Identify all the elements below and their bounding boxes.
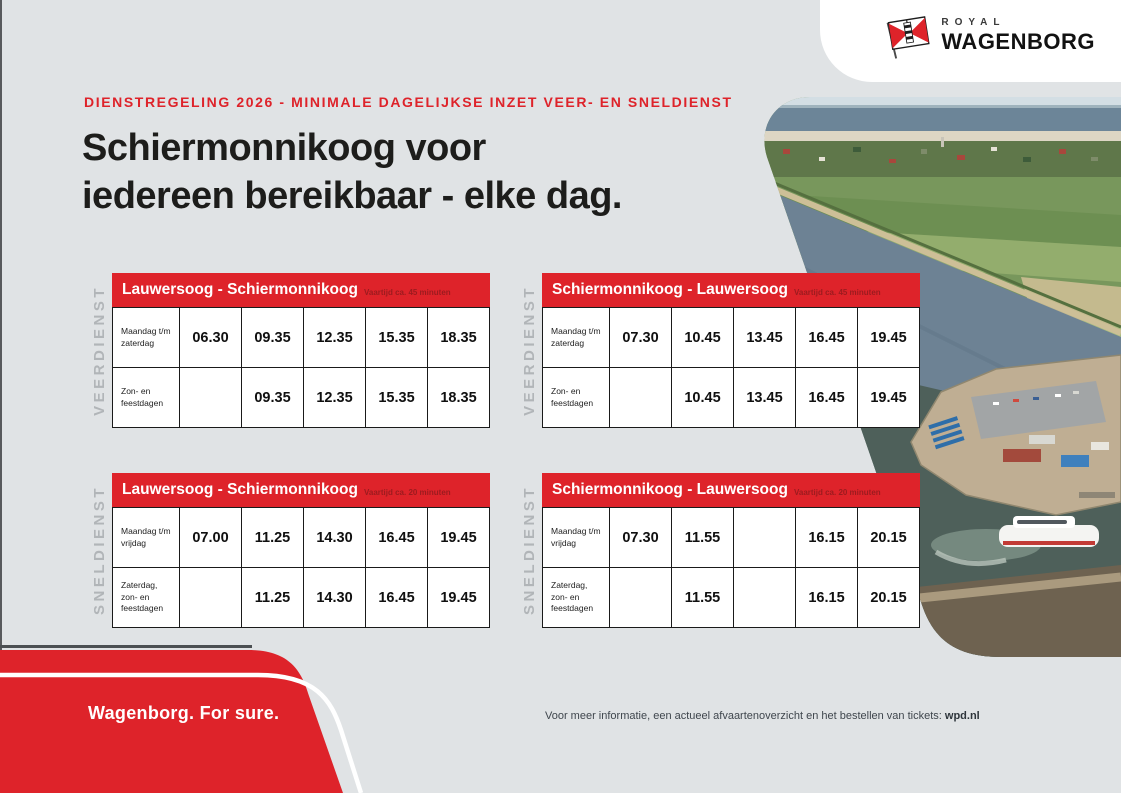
table-subtitle: Vaartijd ca. 45 minuten [793, 288, 881, 297]
time-cell: 19.45 [857, 308, 919, 367]
time-cell: 18.35 [427, 368, 489, 427]
time-cell: 10.45 [671, 308, 733, 367]
row-label: Zaterdag, zon- en feestdagen [121, 580, 164, 614]
time-cell: 19.45 [427, 568, 489, 627]
wagenborg-flag-icon [884, 11, 934, 59]
timetable-row [113, 308, 489, 367]
table-subtitle: Vaartijd ca. 45 minuten [363, 288, 451, 297]
time-cell [733, 568, 795, 627]
time-cell: 20.15 [857, 508, 919, 567]
time-cell [609, 568, 671, 627]
time-cell: 16.15 [795, 508, 857, 567]
time-cell: 13.45 [733, 368, 795, 427]
time-cell [733, 508, 795, 567]
timetable-veerdienst-schiermonnikoog-lauwersoog [516, 273, 920, 428]
table-header [542, 273, 920, 307]
timetable-row [543, 508, 919, 567]
time-cell: 06.30 [179, 308, 241, 367]
table-title: Schiermonnikoog - Lauwersoog [552, 481, 788, 498]
table-subtitle: Vaartijd ca. 20 minuten [793, 488, 881, 497]
time-cell: 15.35 [365, 308, 427, 367]
time-cell [179, 368, 241, 427]
time-cell: 14.30 [303, 508, 365, 567]
table-body [542, 507, 920, 628]
table-header [542, 473, 920, 507]
time-cell: 07.30 [609, 508, 671, 567]
time-cell: 20.15 [857, 568, 919, 627]
row-label: Maandag t/m zaterdag [551, 326, 601, 348]
time-cell: 16.45 [795, 368, 857, 427]
table-body [112, 507, 490, 628]
table-title: Schiermonnikoog - Lauwersoog [552, 281, 788, 298]
time-cell: 07.30 [609, 308, 671, 367]
footer-tagline: Wagenborg. For sure. [88, 703, 280, 723]
timetable-sneldienst-lauwersoog-schiermonnikoog [86, 473, 490, 628]
title-line-1: Schiermonnikoog voor [82, 127, 486, 169]
footer-info [545, 710, 980, 722]
row-label: Maandag t/m zaterdag [121, 326, 171, 348]
time-cell: 11.55 [671, 568, 733, 627]
row-label: Zon- en feestdagen [121, 386, 164, 408]
time-cell: 11.25 [241, 508, 303, 567]
wagenborg-logo [884, 11, 1095, 59]
time-cell: 19.45 [427, 508, 489, 567]
time-cell: 11.55 [671, 508, 733, 567]
time-cell: 18.35 [427, 308, 489, 367]
service-label: VEERDIENST [520, 284, 538, 416]
time-cell [179, 568, 241, 627]
table-title: Lauwersoog - Schiermonnikoog [122, 481, 358, 498]
time-cell: 16.15 [795, 568, 857, 627]
time-cell: 09.35 [241, 308, 303, 367]
row-label: Maandag t/m vrijdag [121, 526, 171, 548]
time-cell: 15.35 [365, 368, 427, 427]
logo-royal-text: ROYAL [941, 16, 1006, 28]
logo-wagenborg-text: WAGENBORG [941, 28, 1095, 54]
time-cell: 16.45 [795, 308, 857, 367]
time-cell: 11.25 [241, 568, 303, 627]
time-cell: 07.00 [179, 508, 241, 567]
kicker: DIENSTREGELING 2026 - MINIMALE DAGELIJKSE INZET VEER- EN SNELDIENST [84, 94, 733, 110]
title-line-2: iedereen bereikbaar - elke dag. [82, 175, 622, 217]
timetable-row [113, 567, 489, 627]
logo-panel [820, 0, 1121, 82]
time-cell: 12.35 [303, 308, 365, 367]
timetable-row [113, 508, 489, 567]
time-cell: 13.45 [733, 308, 795, 367]
table-header [112, 473, 490, 507]
table-body [542, 307, 920, 428]
time-cell: 10.45 [671, 368, 733, 427]
time-cell: 16.45 [365, 568, 427, 627]
timetable-row [543, 367, 919, 427]
timetable-row [543, 567, 919, 627]
service-label: VEERDIENST [90, 284, 108, 416]
timetable-row [543, 308, 919, 367]
service-label: SNELDIENST [90, 484, 108, 615]
row-label: Zon- en feestdagen [551, 386, 594, 408]
table-header [112, 273, 490, 307]
service-label: SNELDIENST [520, 484, 538, 615]
time-cell: 16.45 [365, 508, 427, 567]
wpd-link[interactable]: wpd.nl [944, 710, 980, 722]
page-title [82, 124, 622, 220]
table-title: Lauwersoog - Schiermonnikoog [122, 281, 358, 298]
timetable-veerdienst-lauwersoog-schiermonnikoog [86, 273, 490, 428]
time-cell: 14.30 [303, 568, 365, 627]
footer-info-text: Voor meer informatie, een actueel afvaartenoverzicht en het bestellen van tickets: [545, 710, 945, 722]
time-cell: 19.45 [857, 368, 919, 427]
row-label: Maandag t/m vrijdag [551, 526, 601, 548]
time-cell: 12.35 [303, 368, 365, 427]
row-label: Zaterdag, zon- en feestdagen [551, 580, 594, 614]
time-cell: 09.35 [241, 368, 303, 427]
table-subtitle: Vaartijd ca. 20 minuten [363, 488, 451, 497]
table-body [112, 307, 490, 428]
timetable-sneldienst-schiermonnikoog-lauwersoog [516, 473, 920, 628]
time-cell [609, 368, 671, 427]
timetable-row [113, 367, 489, 427]
